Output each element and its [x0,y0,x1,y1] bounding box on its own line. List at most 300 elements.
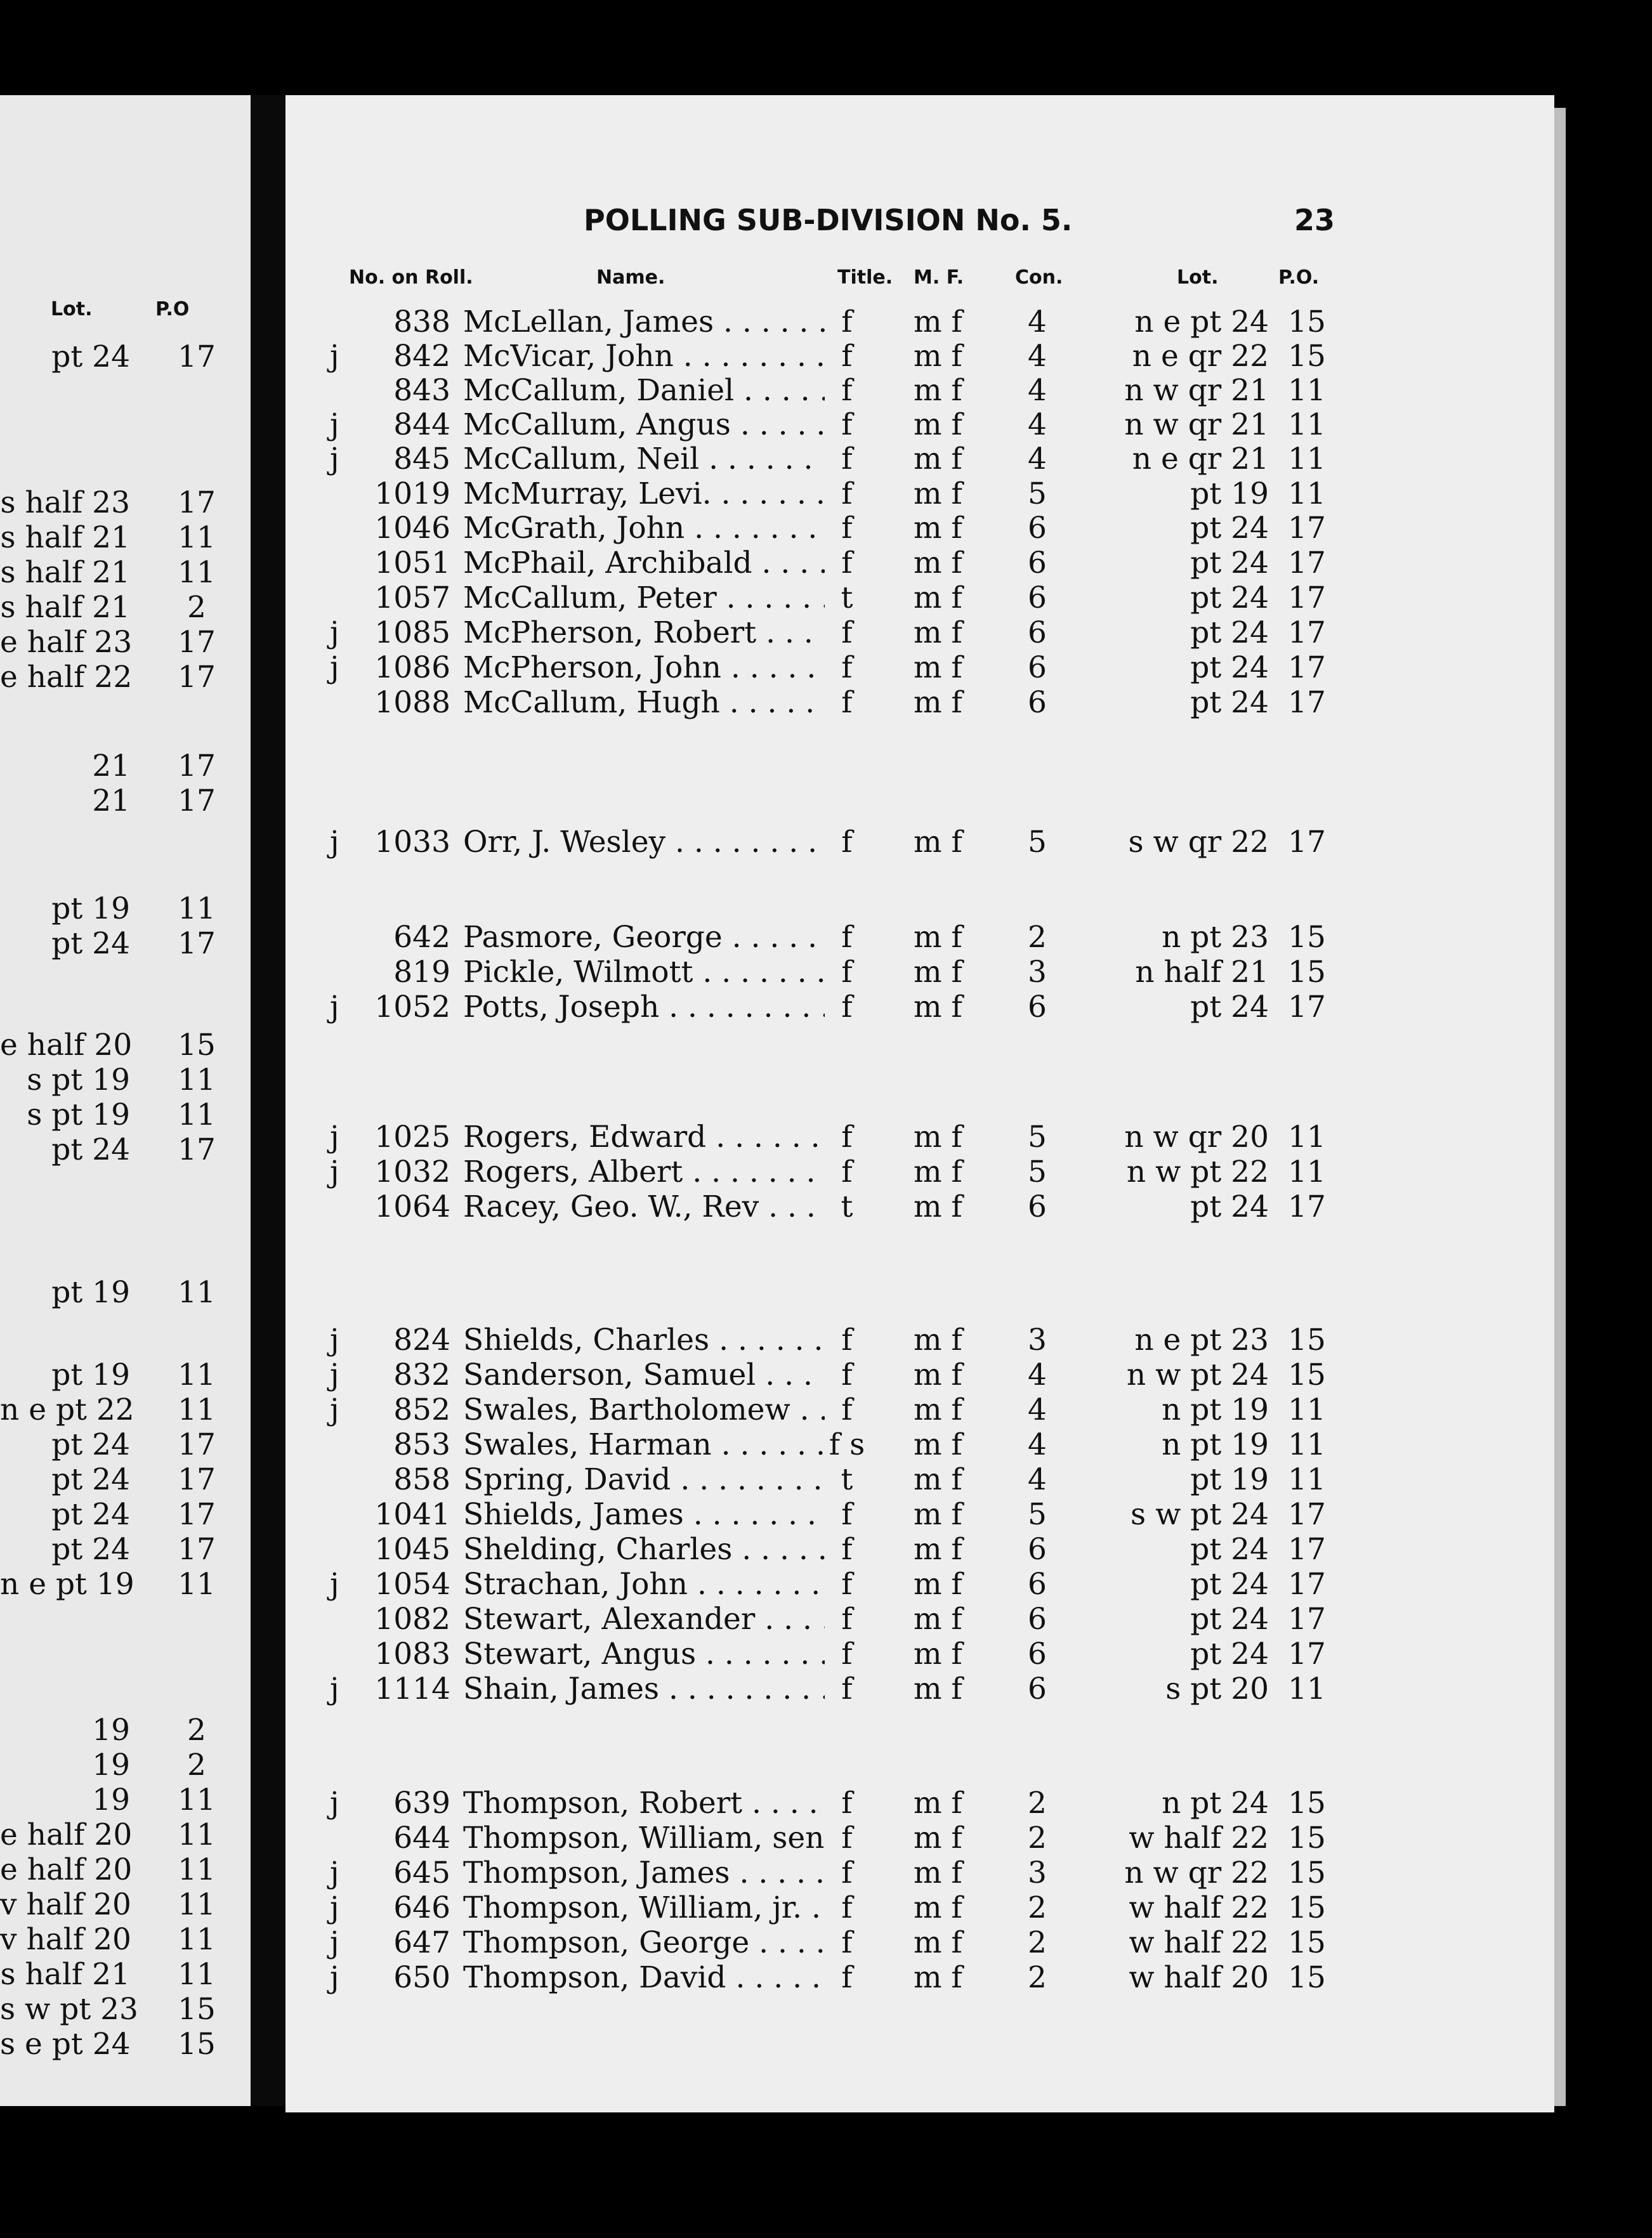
left-po-value: 11 [178,1783,216,1817]
voter-name: Thompson, David . . . [463,1960,825,1995]
title-code: f [841,1567,853,1602]
left-lot-value: n e pt 19 [0,1567,134,1602]
table-row [285,1462,1554,1496]
title-code: f [841,1392,853,1427]
j-mark: j [330,1855,339,1890]
table-row [285,373,1554,407]
table-row [285,1155,1554,1189]
po-number: 15 [1288,1786,1326,1821]
voter-name: McCallum, Peter . . . [463,580,825,615]
po-number: 15 [1288,955,1326,990]
voter-name: Shain, James . . . [463,1672,825,1706]
po-number: 11 [1288,442,1326,476]
left-lot-value: pt 24 [51,1427,130,1462]
left-lot-value: e half 23 [0,625,133,660]
title-code: f [841,1602,853,1637]
concession: 6 [1028,1567,1047,1602]
table-row [285,1672,1554,1706]
col-header-name: Name. [596,266,665,289]
concession: 2 [1028,1786,1047,1821]
left-lot-header: Lot. [51,298,93,320]
mf-code: m f [914,1358,962,1392]
po-number: 17 [1288,1497,1326,1532]
voter-name: Stewart, Angus . . . [463,1637,825,1672]
mf-code: m f [914,580,962,615]
left-lot-value: 19 [92,1783,130,1817]
left-lot-value: e half 20 [0,1817,133,1852]
left-lot-value: s w pt 23 [0,1992,138,2027]
table-row [285,1189,1554,1224]
left-lot-value: e half 22 [0,660,133,695]
voter-name: McCallum, Hugh . . . [463,685,825,720]
left-po-value: 11 [178,1097,216,1132]
j-mark: j [330,442,339,476]
roll-number: 642 [393,920,450,955]
table-row [285,511,1554,545]
voter-name: Pickle, Wilmott . . . [463,955,825,990]
roll-number: 832 [393,1358,450,1392]
po-number: 17 [1288,825,1326,860]
left-lot-value: s e pt 24 [0,2027,131,2062]
concession: 5 [1028,1155,1047,1189]
voter-name: McMurray, Levi. . . . [463,476,825,511]
col-header-mf: M. F. [914,266,964,289]
concession: 6 [1028,1672,1047,1706]
roll-number: 1082 [374,1602,450,1637]
left-lot-value: v half 20 [0,1887,131,1922]
mf-code: m f [914,1120,962,1155]
title-code: f [841,304,853,339]
left-po-value: 15 [178,1028,216,1063]
roll-number: 858 [393,1462,450,1497]
po-number: 17 [1288,1637,1326,1672]
lot-value: w half 20 [1129,1960,1269,1995]
voter-name: Rogers, Edward . . . [463,1120,825,1155]
table-row [285,1821,1554,1855]
table-row [285,920,1554,954]
left-po-value: 2 [187,1748,206,1783]
concession: 6 [1028,1189,1047,1224]
roll-number: 639 [393,1786,450,1821]
roll-number: 650 [393,1960,450,1995]
mf-code: m f [914,825,962,860]
roll-number: 1064 [374,1189,450,1224]
concession: 6 [1028,546,1047,580]
concession: 4 [1028,1392,1047,1427]
voter-name: Sanderson, Samuel . . . [463,1358,825,1392]
lot-value: n half 21 [1135,955,1269,990]
mf-code: m f [914,1532,962,1567]
concession: 6 [1028,511,1047,546]
table-row [285,442,1554,476]
po-number: 17 [1288,1602,1326,1637]
col-header-po: P.O. [1278,266,1320,289]
po-number: 11 [1288,373,1326,408]
po-number: 17 [1288,546,1326,580]
lot-value: pt 24 [1190,546,1269,580]
table-row [285,1855,1554,1890]
left-lot-value: 21 [92,783,130,818]
mf-code: m f [914,1323,962,1358]
j-mark: j [330,650,339,685]
table-row [285,1637,1554,1671]
left-po-value: 17 [178,749,216,783]
concession: 2 [1028,1925,1047,1960]
table-row [285,580,1554,615]
table-row [285,476,1554,511]
concession: 3 [1028,1855,1047,1890]
po-number: 17 [1288,1189,1326,1224]
left-lot-value: pt 24 [51,1532,130,1567]
voter-name: Thompson, William, jr. . . . [463,1890,825,1925]
left-po-value: 11 [178,520,216,555]
lot-value: n e qr 21 [1132,442,1269,476]
j-mark: j [330,1960,339,1995]
po-number: 15 [1288,1890,1326,1925]
voter-name: Thompson, William, sen . . . [463,1821,825,1855]
left-lot-value: pt 24 [51,926,130,961]
left-po-value: 11 [178,1392,216,1427]
po-number: 11 [1288,1155,1326,1189]
left-lot-value: pt 24 [51,1497,130,1532]
title-code: t [841,1462,853,1497]
table-row [285,650,1554,684]
left-po-value: 17 [178,1427,216,1462]
roll-number: 1032 [374,1155,450,1189]
roll-number: 844 [393,407,450,442]
voter-name: McGrath, John . . . [463,511,825,546]
title-code: t [841,580,853,615]
po-number: 11 [1288,476,1326,511]
mf-code: m f [914,1672,962,1706]
concession: 3 [1028,955,1047,990]
roll-number: 852 [393,1392,450,1427]
j-mark: j [330,825,339,860]
lot-value: n pt 24 [1162,1786,1269,1821]
voter-name: McCallum, Angus . . . [463,407,825,442]
concession: 6 [1028,615,1047,650]
concession: 6 [1028,1637,1047,1672]
title-code: f [841,442,853,476]
table-row [285,546,1554,580]
title-code: f [841,1855,853,1890]
lot-value: n e qr 22 [1132,339,1269,374]
left-lot-value: s pt 19 [27,1063,130,1097]
left-lot-value: e half 20 [0,1028,133,1063]
table-row [285,685,1554,719]
mf-code: m f [914,1925,962,1960]
lot-value: pt 19 [1190,476,1269,511]
j-mark: j [330,407,339,442]
concession: 5 [1028,1120,1047,1155]
voter-name: McPherson, Robert . . . [463,615,825,650]
left-po-value: 11 [178,1957,216,1992]
left-lot-value: s half 23 [0,485,130,520]
mf-code: m f [914,442,962,476]
mf-code: m f [914,685,962,720]
title-code: f [841,955,853,990]
po-number: 17 [1288,990,1326,1024]
mf-code: m f [914,955,962,990]
table-row [285,1323,1554,1357]
po-number: 15 [1288,920,1326,955]
j-mark: j [330,339,339,374]
table-row [285,304,1554,339]
voter-name: Shields, James . . . [463,1497,825,1532]
title-code: f [841,990,853,1024]
col-header-title: Title. [837,266,893,289]
lot-value: n w qr 20 [1124,1120,1269,1155]
lot-value: pt 24 [1190,580,1269,615]
left-po-value: 17 [178,485,216,520]
concession: 3 [1028,1323,1047,1358]
voter-name: Spring, David . . . [463,1462,825,1497]
po-number: 11 [1288,1427,1326,1462]
title-code: f [841,1323,853,1358]
lot-value: pt 24 [1190,615,1269,650]
voter-name: Pasmore, George . . . [463,920,825,955]
po-number: 11 [1288,1462,1326,1497]
table-row [285,1925,1554,1960]
title-code: t [841,1189,853,1224]
roll-number: 1114 [374,1672,450,1706]
voter-name: Potts, Joseph . . . [463,990,825,1024]
concession: 6 [1028,580,1047,615]
page-edge [1554,108,1566,2106]
roll-number: 644 [393,1821,450,1855]
left-lot-value: s half 21 [0,555,130,590]
mf-code: m f [914,1855,962,1890]
roll-number: 1052 [374,990,450,1024]
table-row [285,1358,1554,1392]
concession: 2 [1028,920,1047,955]
roll-number: 1054 [374,1567,450,1602]
left-lot-value: s half 21 [0,1957,130,1992]
roll-number: 1086 [374,650,450,685]
concession: 4 [1028,1462,1047,1497]
roll-number: 1088 [374,685,450,720]
po-number: 11 [1288,1392,1326,1427]
roll-number: 1045 [374,1532,450,1567]
left-po-value: 2 [187,1713,206,1748]
title-code: f [841,1890,853,1925]
col-header-lot: Lot. [1177,266,1219,289]
mf-code: m f [914,1821,962,1855]
concession: 6 [1028,1602,1047,1637]
mf-code: m f [914,615,962,650]
page-title: POLLING SUB-DIVISION No. 5. [584,203,1073,237]
mf-code: m f [914,1155,962,1189]
concession: 6 [1028,650,1047,685]
left-lot-value: pt 19 [51,891,130,926]
lot-value: w half 22 [1129,1821,1269,1855]
roll-number: 646 [393,1890,450,1925]
j-mark: j [330,990,339,1024]
left-lot-value: pt 19 [51,1275,130,1310]
left-lot-value: pt 24 [51,1462,130,1497]
left-po-value: 17 [178,339,216,374]
left-po-value: 17 [178,625,216,660]
left-po-value: 17 [178,1462,216,1497]
lot-value: n pt 19 [1162,1392,1269,1427]
voter-name: Thompson, James . . . [463,1855,825,1890]
title-code: f [841,1925,853,1960]
left-lot-value: pt 24 [51,339,130,374]
title-code: f [841,1497,853,1532]
table-row [285,1890,1554,1925]
roll-number: 838 [393,304,450,339]
voter-name: McPherson, John . . . [463,650,825,685]
concession: 4 [1028,373,1047,408]
left-po-value: 11 [178,1852,216,1887]
roll-number: 845 [393,442,450,476]
title-code: f [841,339,853,374]
po-number: 15 [1288,1925,1326,1960]
mf-code: m f [914,373,962,408]
po-number: 17 [1288,1532,1326,1567]
table-row [285,615,1554,650]
title-code: f [841,373,853,408]
po-number: 11 [1288,1672,1326,1706]
po-number: 17 [1288,511,1326,546]
lot-value: n e pt 24 [1134,304,1269,339]
title-code: f [841,476,853,511]
title-code: f [841,546,853,580]
left-po-value: 17 [178,783,216,818]
concession: 2 [1028,1960,1047,1995]
table-row [285,1532,1554,1566]
voter-name: Rogers, Albert . . . [463,1155,825,1189]
left-po-value: 11 [178,891,216,926]
po-number: 15 [1288,1855,1326,1890]
mf-code: m f [914,304,962,339]
concession: 5 [1028,825,1047,860]
title-code: f [841,1786,853,1821]
concession: 4 [1028,442,1047,476]
col-header-no: No. on Roll. [349,266,473,289]
po-number: 11 [1288,407,1326,442]
po-number: 15 [1288,304,1326,339]
left-lot-value: pt 19 [51,1358,130,1392]
roll-number: 1025 [374,1120,450,1155]
lot-value: pt 24 [1190,1637,1269,1672]
mf-code: m f [914,476,962,511]
voter-name: McPhail, Archibald . . . [463,546,825,580]
table-row [285,1392,1554,1427]
mf-code: m f [914,1960,962,1995]
j-mark: j [330,615,339,650]
roll-number: 1083 [374,1637,450,1672]
left-po-value: 11 [178,555,216,590]
title-code: f [841,615,853,650]
mf-code: m f [914,920,962,955]
left-lot-value: 19 [92,1748,130,1783]
left-po-value: 11 [178,1275,216,1310]
po-number: 15 [1288,339,1326,374]
lot-value: n pt 19 [1162,1427,1269,1462]
lot-value: s w pt 24 [1131,1497,1269,1532]
left-po-value: 2 [187,590,206,625]
page-gutter [251,95,285,2106]
lot-value: n w qr 22 [1124,1855,1269,1890]
mf-code: m f [914,1392,962,1427]
concession: 5 [1028,476,1047,511]
j-mark: j [330,1392,339,1427]
lot-value: pt 24 [1190,1532,1269,1567]
roll-number: 843 [393,373,450,408]
left-po-value: 17 [178,1132,216,1167]
roll-number: 824 [393,1323,450,1358]
left-po-value: 11 [178,1817,216,1852]
page-number: 23 [1294,203,1335,237]
table-row [285,955,1554,989]
left-po-header: P.O [155,298,190,320]
title-code: f s [829,1427,865,1462]
roll-number: 1085 [374,615,450,650]
left-po-value: 11 [178,1567,216,1602]
po-number: 17 [1288,615,1326,650]
mf-code: m f [914,1890,962,1925]
roll-number: 1019 [374,476,450,511]
lot-value: n w pt 22 [1126,1155,1269,1189]
table-row [285,1120,1554,1154]
concession: 6 [1028,1532,1047,1567]
table-row [285,1960,1554,1994]
left-po-value: 17 [178,1532,216,1567]
concession: 2 [1028,1821,1047,1855]
left-lot-value: 19 [92,1713,130,1748]
mf-code: m f [914,511,962,546]
voter-name: Strachan, John . . . [463,1567,825,1602]
table-row [285,1567,1554,1601]
title-code: f [841,1672,853,1706]
po-number: 15 [1288,1960,1326,1995]
title-code: f [841,1532,853,1567]
voter-name: McLellan, James . . . [463,304,825,339]
title-code: f [841,1358,853,1392]
mf-code: m f [914,1567,962,1602]
roll-number: 1051 [374,546,450,580]
left-lot-value: e half 20 [0,1852,133,1887]
concession: 5 [1028,1497,1047,1532]
roll-number: 853 [393,1427,450,1462]
roll-number: 819 [393,955,450,990]
j-mark: j [330,1323,339,1358]
concession: 4 [1028,339,1047,374]
table-row [285,407,1554,442]
po-number: 15 [1288,1323,1326,1358]
mf-code: m f [914,650,962,685]
concession: 4 [1028,407,1047,442]
left-page-fragment [0,95,251,2106]
mf-code: m f [914,990,962,1024]
j-mark: j [330,1358,339,1392]
po-number: 15 [1288,1821,1326,1855]
concession: 4 [1028,1427,1047,1462]
mf-code: m f [914,1427,962,1462]
lot-value: pt 24 [1190,685,1269,720]
mf-code: m f [914,1462,962,1497]
left-po-value: 15 [178,1992,216,2027]
lot-value: pt 24 [1190,650,1269,685]
lot-value: pt 24 [1190,1567,1269,1602]
left-po-value: 11 [178,1063,216,1097]
table-row [285,1786,1554,1820]
mf-code: m f [914,546,962,580]
left-po-value: 15 [178,2027,216,2062]
j-mark: j [330,1155,339,1189]
po-number: 17 [1288,1567,1326,1602]
